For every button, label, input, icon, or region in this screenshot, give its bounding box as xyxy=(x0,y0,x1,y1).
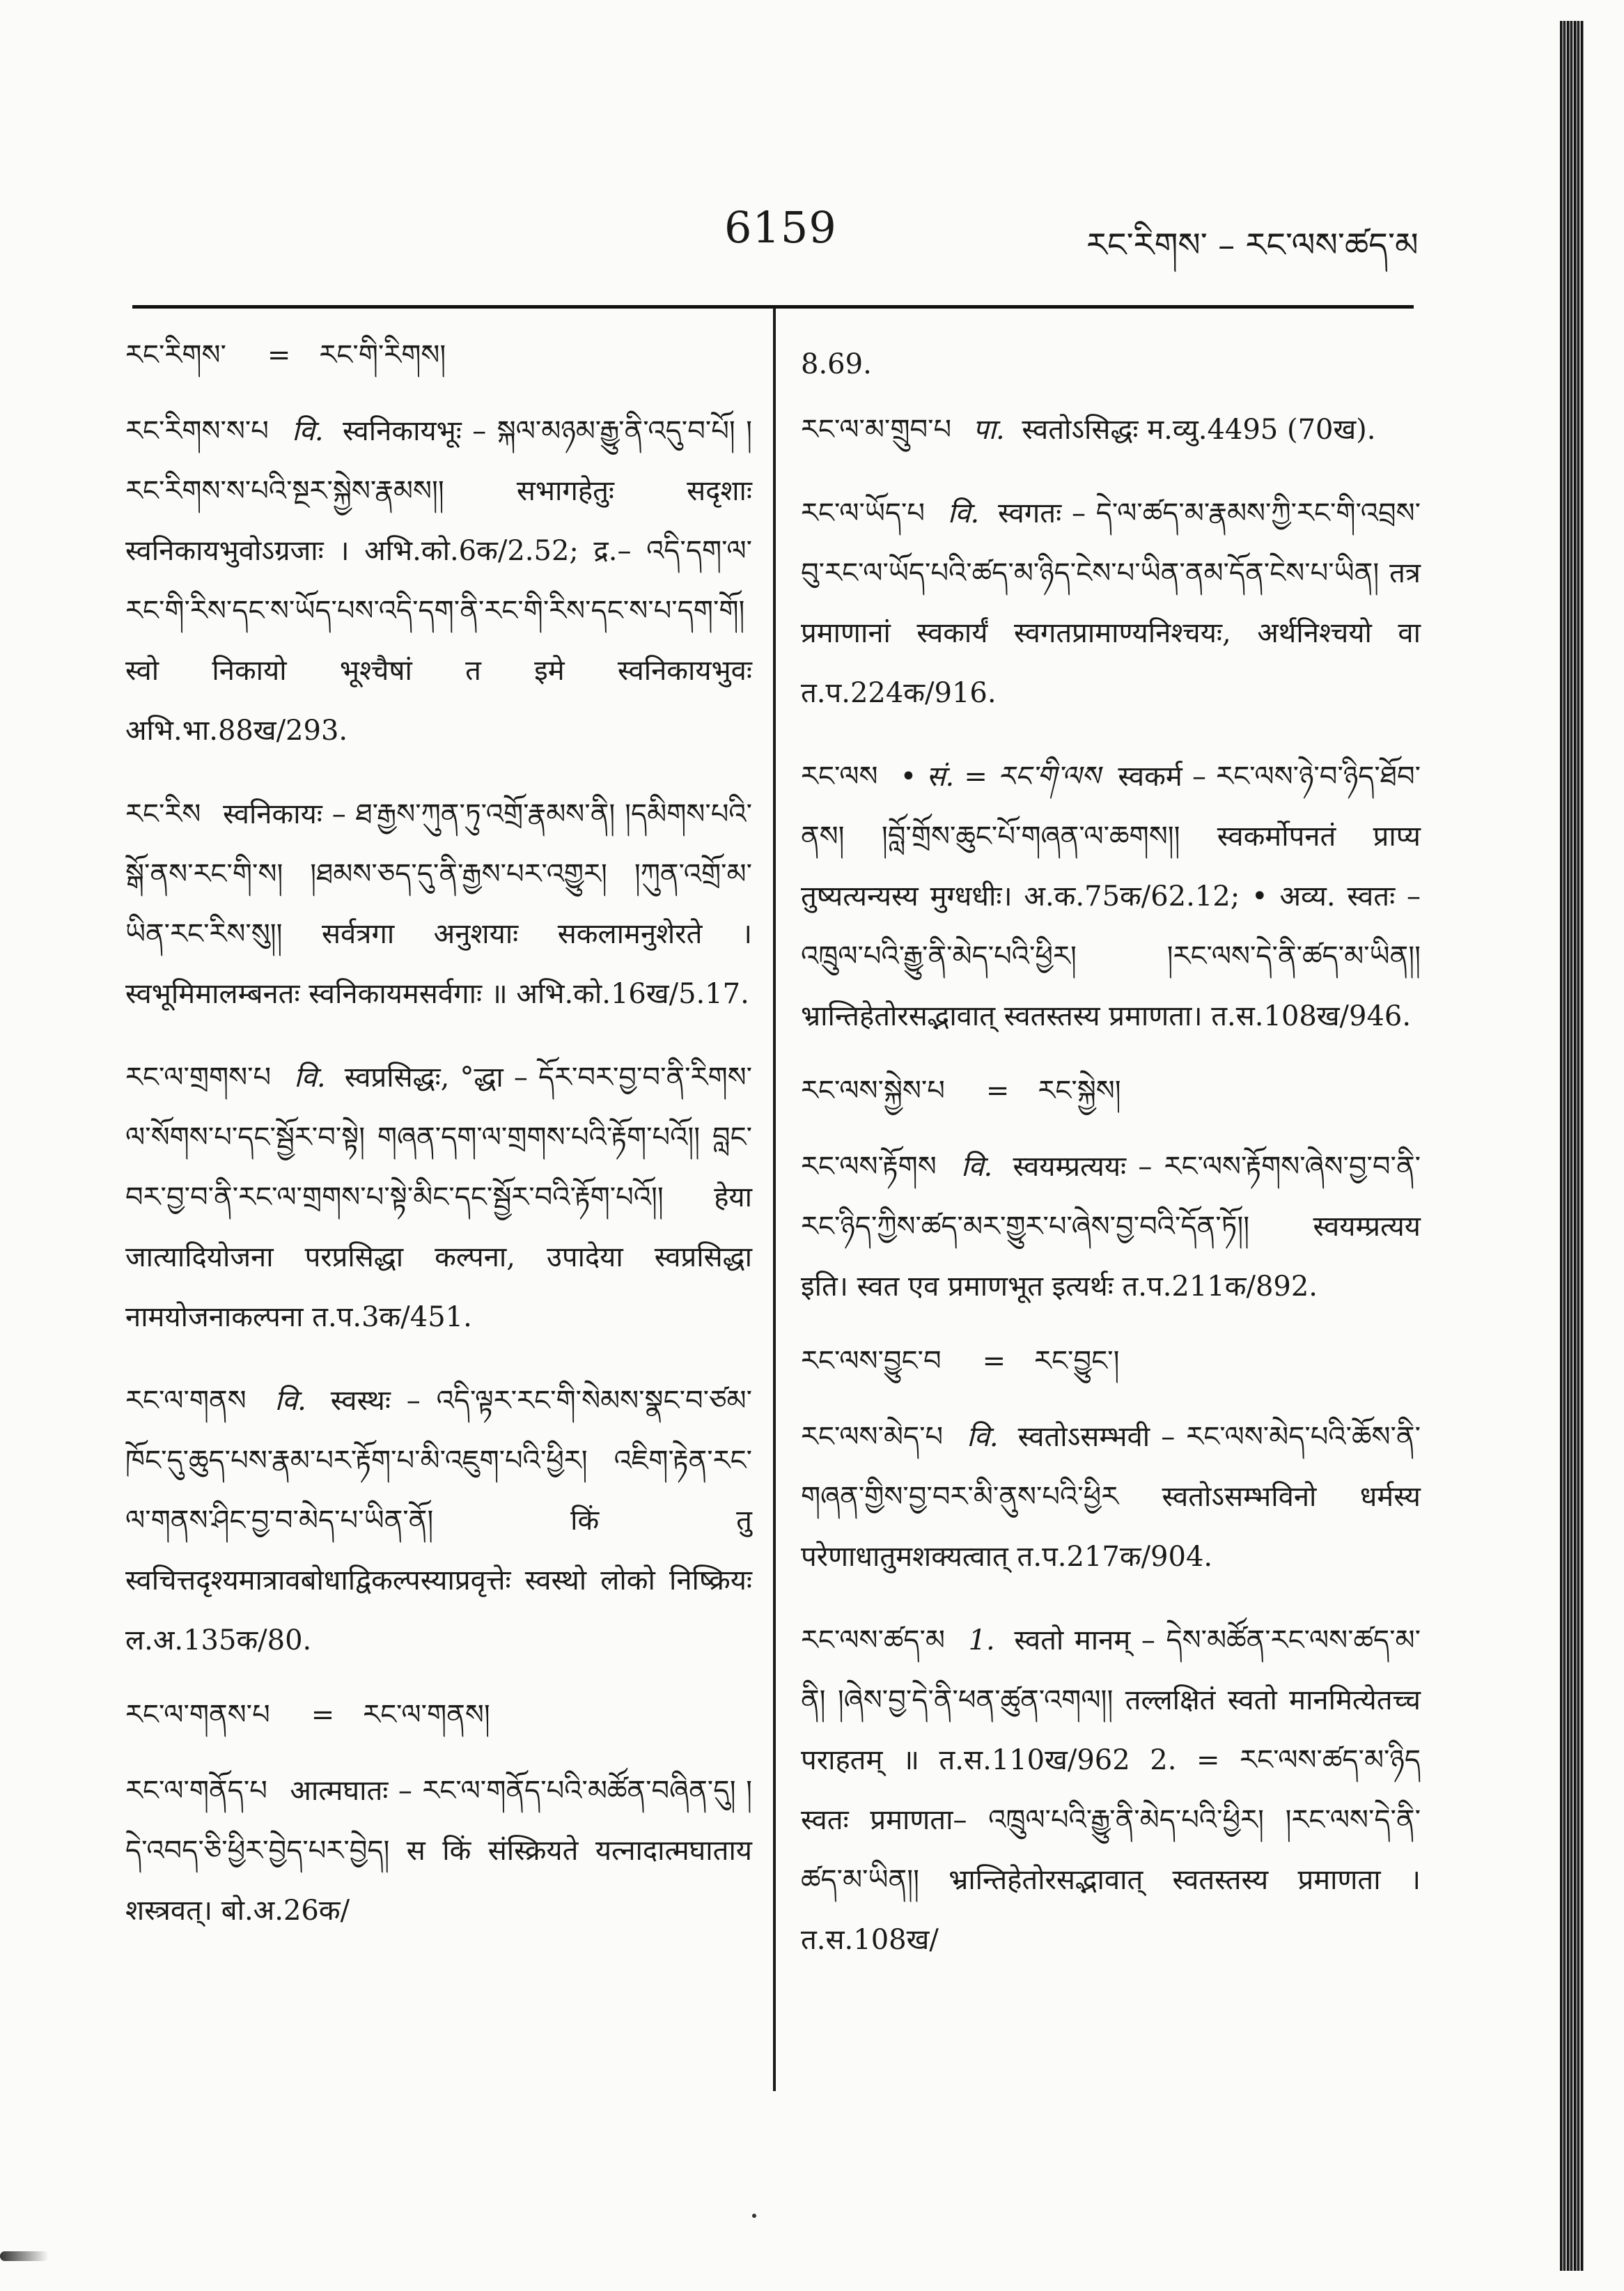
entry-dash: – xyxy=(513,1062,528,1094)
entry-body: རང་ལས་རྟོགས་ཞེས་བྱ་བ་ནི་རང་ཉིད་ཀྱིས་ཚད་མར་གྱུར་པ་ཞེས་བྱ་བའི་དོན་ཏོ།། स्वयम्प्रत्यय इति। स्वत एव प्रमाणभूत इत्यर्थः त.प.211क/892. xyxy=(801,1151,1421,1303)
entry-body: དོར་བར་བྱ་བ་ནི་རིགས་ལ་སོགས་པ་དང་སྦྱོར་བ་སྟེ། གཞན་དག་ལ་གྲགས་པའི་རྟོག་པའོ།། བླང་བར་བྱ་བ་ནི་རང་ལ་གྲགས་པ་སྟེ་མིང་དང་སྦྱོར་བའི་རྟོག་པའོ།། हेया जात्यादियोजना परप्रसिद्धा कल्पना, उपादेया स्वप्रसिद्धा नामयोजनाकल्पना त.प.3क/451. xyxy=(125,1062,753,1333)
dictionary-entry xyxy=(125,1761,752,1941)
dictionary-entry xyxy=(801,483,1421,723)
entry-headword: རང་ལ་ཡོད་པ xyxy=(801,497,926,529)
entry-body: म.व्यु.4495 (70ख). xyxy=(1147,414,1376,446)
cross-reference-sign: = xyxy=(982,1345,1006,1377)
dictionary-entry xyxy=(125,334,752,376)
entry-dash: – xyxy=(1161,1421,1176,1453)
right-column xyxy=(801,334,1421,1994)
entry-headword: རང་རིགས་ xyxy=(125,339,226,371)
grammar-label: • सं. = རང་གི་ལས xyxy=(900,761,1100,793)
entry-body: དེ་ལ་ཚད་མ་རྣམས་ཀྱི་རང་གི་འབྲས་བུ་རང་ལ་ཡོད་པའི་ཚད་མ་ཉིད་ངེས་པ་ཡིན་ནམ་དོན་ངེས་པ་ཡིན། तत्र प्रमाणानां स्वकार्यं स्वगतप्रामाण्यनिश्चयः, अर्थनिश्चयो वा त.प.224क/916. xyxy=(801,497,1421,709)
cross-reference-sign: = xyxy=(311,1699,335,1731)
entry-dash: – xyxy=(1192,761,1206,793)
dictionary-entry xyxy=(801,747,1421,1046)
page-header xyxy=(0,188,1624,265)
sanskrit-equivalent: आत्मघातः xyxy=(290,1775,389,1807)
scan-smudge xyxy=(0,2251,49,2261)
entry-headword: རང་ལས་བྱུང་བ xyxy=(801,1345,942,1377)
dictionary-entry xyxy=(801,1070,1421,1112)
grammar-label: वि. xyxy=(294,1062,326,1094)
dictionary-entry xyxy=(125,784,752,1024)
cross-reference-target: རང་སྐྱེས། xyxy=(1038,1075,1121,1107)
entry-body: སྐལ་མཉམ་རྒྱུ་ནི་འདུ་བ་པོ། །རང་རིགས་ས་པའི་སྔར་སྐྱེས་རྣམས།། सभागहेतुः सदृशाः स्वनिकायभुवोऽग्रजाः । अभि.को.6क/2.52; द्र.– འདི་དག་ལ་རང་གི་རིས་དང་ས་ཡོད་པས་འདི་དག་ནི་རང་གི་རིས་དང་ས་པ་དག་གོ། स्वो निकायो भूश्चैषां त इमे स्वनिकायभुवः अभि.भा.88ख/293. xyxy=(125,415,753,747)
sanskrit-equivalent: स्वयम्प्रत्ययः xyxy=(1013,1151,1127,1183)
dictionary-entry xyxy=(125,1371,752,1670)
dictionary-entry xyxy=(801,1340,1421,1382)
grammar-label: वि. xyxy=(967,1421,999,1453)
scan-speck xyxy=(752,2214,756,2218)
dictionary-entry xyxy=(801,1610,1421,1970)
dictionary-entry xyxy=(801,1137,1421,1317)
cross-reference-target: རང་བྱུང་། xyxy=(1034,1345,1120,1377)
dictionary-entry xyxy=(125,401,752,761)
sanskrit-equivalent: स्वकर्म xyxy=(1118,761,1182,793)
entry-headword: རང་ལས་མེད་པ xyxy=(801,1421,944,1453)
entry-dash: – xyxy=(398,1775,412,1807)
entry-dash: – xyxy=(1138,1151,1153,1183)
continuation-text: 8.69. xyxy=(801,348,872,380)
grammar-label: वि. xyxy=(274,1385,306,1417)
grammar-label: वि. xyxy=(947,497,980,529)
entry-headword: རང་ལ་གནོད་པ xyxy=(125,1775,267,1807)
entry-headword: རང་ལ་གྲགས་པ xyxy=(125,1062,272,1094)
sanskrit-equivalent: स्वनिकायः xyxy=(223,798,322,830)
entry-headword: རང་ལ་གནས་པ xyxy=(125,1699,270,1731)
sanskrit-equivalent: स्वगतः xyxy=(997,497,1062,529)
entry-headword: རང་ལས་ཚད་མ xyxy=(801,1624,945,1656)
entry-headword: རང་ལས་སྐྱེས་པ xyxy=(801,1075,945,1107)
cross-reference-target: རང་ལ་གནས། xyxy=(363,1699,490,1731)
entry-dash: – xyxy=(1141,1624,1155,1656)
cross-reference-sign: = xyxy=(267,339,291,371)
dictionary-entry xyxy=(801,400,1421,460)
entry-headword: རང་ལ་གནས xyxy=(125,1385,247,1417)
entry-headword: རང་རིགས་ས་པ xyxy=(125,415,269,447)
entry-dash: – xyxy=(406,1385,421,1417)
entry-headword: རང་ལ་མ་གྲུབ་པ xyxy=(801,414,952,446)
sanskrit-equivalent: स्वप्रसिद्धः, °द्धा xyxy=(344,1062,503,1094)
cross-reference-sign: = xyxy=(985,1075,1010,1107)
entry-body: རང་ལས་ཉེ་བ་ཉིད་ཐོབ་ནས། །བློ་གྲོས་ཆུང་པོ་གཞན་ལ་ཆགས།། स्वकर्मोपनतं प्राप्य तुष्यत्यन्यस्य मुग्धधीः। अ.क.75क/62.12; • अव्य. स्वतः – འཁྲུལ་པའི་རྒྱུ་ནི་མེད་པའི་ཕྱིར། །རང་ལས་དེ་ནི་ཚད་མ་ཡིན།། भ्रान्तिहेतोरसद्भावात् स्वतस्तस्य प्रमाणता। त.स.108ख/946. xyxy=(801,761,1421,1032)
dictionary-entry xyxy=(125,1048,752,1347)
page-number: 6159 xyxy=(724,202,837,253)
entry-headword: རང་ལས་རྟོགས xyxy=(801,1151,937,1183)
entry-body: རང་ལ་གནོད་པའི་མཚོན་བཞིན་དུ། །དེ་འབད་ཅི་ཕྱིར་བྱེད་པར་བྱེད། स किं संस्क्रियते यत्नादात्मघाताय शस्त्रवत्। बो.अ.26क/ xyxy=(125,1775,753,1927)
scan-edge-strip xyxy=(1560,21,1584,2271)
entry-continuation xyxy=(801,334,1421,394)
cross-reference-target: རང་གི་རིགས། xyxy=(319,339,446,371)
column-divider xyxy=(773,308,776,2091)
entry-dash: – xyxy=(472,415,487,447)
left-column xyxy=(125,334,752,1964)
entry-body: དེས་མཚོན་རང་ལས་ཚད་མ་ནི། །ཞེས་བྱ་དེ་ནི་ཕན་ཚུན་འགལ།། तल्लक्षितं स्वतो मानमित्येतच्च पराहतम् ॥ त.स.110ख/962 2. = རང་ལས་ཚད་མ་ཉིད स्वतः प्रमाणता– འཁྲུལ་པའི་རྒྱུ་ནི་མེད་པའི་ཕྱིར། །རང་ལས་དེ་ནི་ཚད་མ་ཡིན།། भ्रान्तिहेतोरसद्भावात् स्वतस्तस्य प्रमाणता । त.स.108ख/ xyxy=(801,1624,1421,1956)
grammar-label: वि. xyxy=(960,1151,993,1183)
entry-dash: – xyxy=(1071,497,1086,529)
grammar-label: वि. xyxy=(292,415,324,447)
grammar-label: पा. xyxy=(972,414,1005,446)
dictionary-entry xyxy=(801,1407,1421,1587)
dictionary-entry xyxy=(125,1694,752,1736)
running-head: རང་རིགས་ – རང་ལས་ཚད་མ xyxy=(1086,226,1419,265)
sanskrit-equivalent: स्वतोऽसम्भवी xyxy=(1017,1421,1150,1453)
entry-headword: རང་ལས xyxy=(801,761,878,793)
sense-number: 1. xyxy=(968,1624,995,1656)
sanskrit-equivalent: स्वनिकायभूः xyxy=(343,415,462,447)
sanskrit-equivalent: स्वतो मानम् xyxy=(1014,1624,1131,1656)
sanskrit-equivalent: स्वतोऽसिद्धः xyxy=(1022,414,1139,446)
entry-body: འདི་ལྟར་རང་གི་སེམས་སྣང་བ་ཙམ་ཁོང་དུ་ཆུད་པས་རྣམ་པར་རྟོག་པ་མི་འཇུག་པའི་ཕྱིར། འཇིག་རྟེན་རང་ལ་གནས་ཤིང་བྱ་བ་མེད་པ་ཡིན་ནོ། किं तु स्वचित्तदृश्यमात्रावबोधाद्विकल्पस्याप्रवृत्तेः स्वस्थो लोको निष्क्रियः ल.अ.135क/80. xyxy=(125,1385,752,1656)
entry-body: རང་ལས་མེད་པའི་ཆོས་ནི་གཞན་གྱིས་བྱ་བར་མི་ནུས་པའི་ཕྱིར स्वतोऽसम्भविनो धर्मस्य परेणाधातुमशक्यत्वात् त.प.217क/904. xyxy=(801,1421,1421,1573)
entry-headword: རང་རིས xyxy=(125,798,201,830)
entry-body: ཐ་རྒྱས་ཀུན་ཏུ་འགྲོ་རྣམས་ནི། །དམིགས་པའི་སྒོ་ནས་རང་གི་ས། །ཐམས་ཅད་དུ་ནི་རྒྱས་པར་འགྱུར། །ཀུན་འགྲོ་མ་ཡིན་རང་རིས་སུ།། सर्वत्रगा अनुशयाः सकलामनुशेरते । स्वभूमिमालम्बनतः स्वनिकायमसर्वगाः ॥ अभि.को.16ख/5.17. xyxy=(125,798,752,1010)
entry-dash: – xyxy=(331,798,346,830)
sanskrit-equivalent: स्वस्थः xyxy=(330,1385,391,1417)
